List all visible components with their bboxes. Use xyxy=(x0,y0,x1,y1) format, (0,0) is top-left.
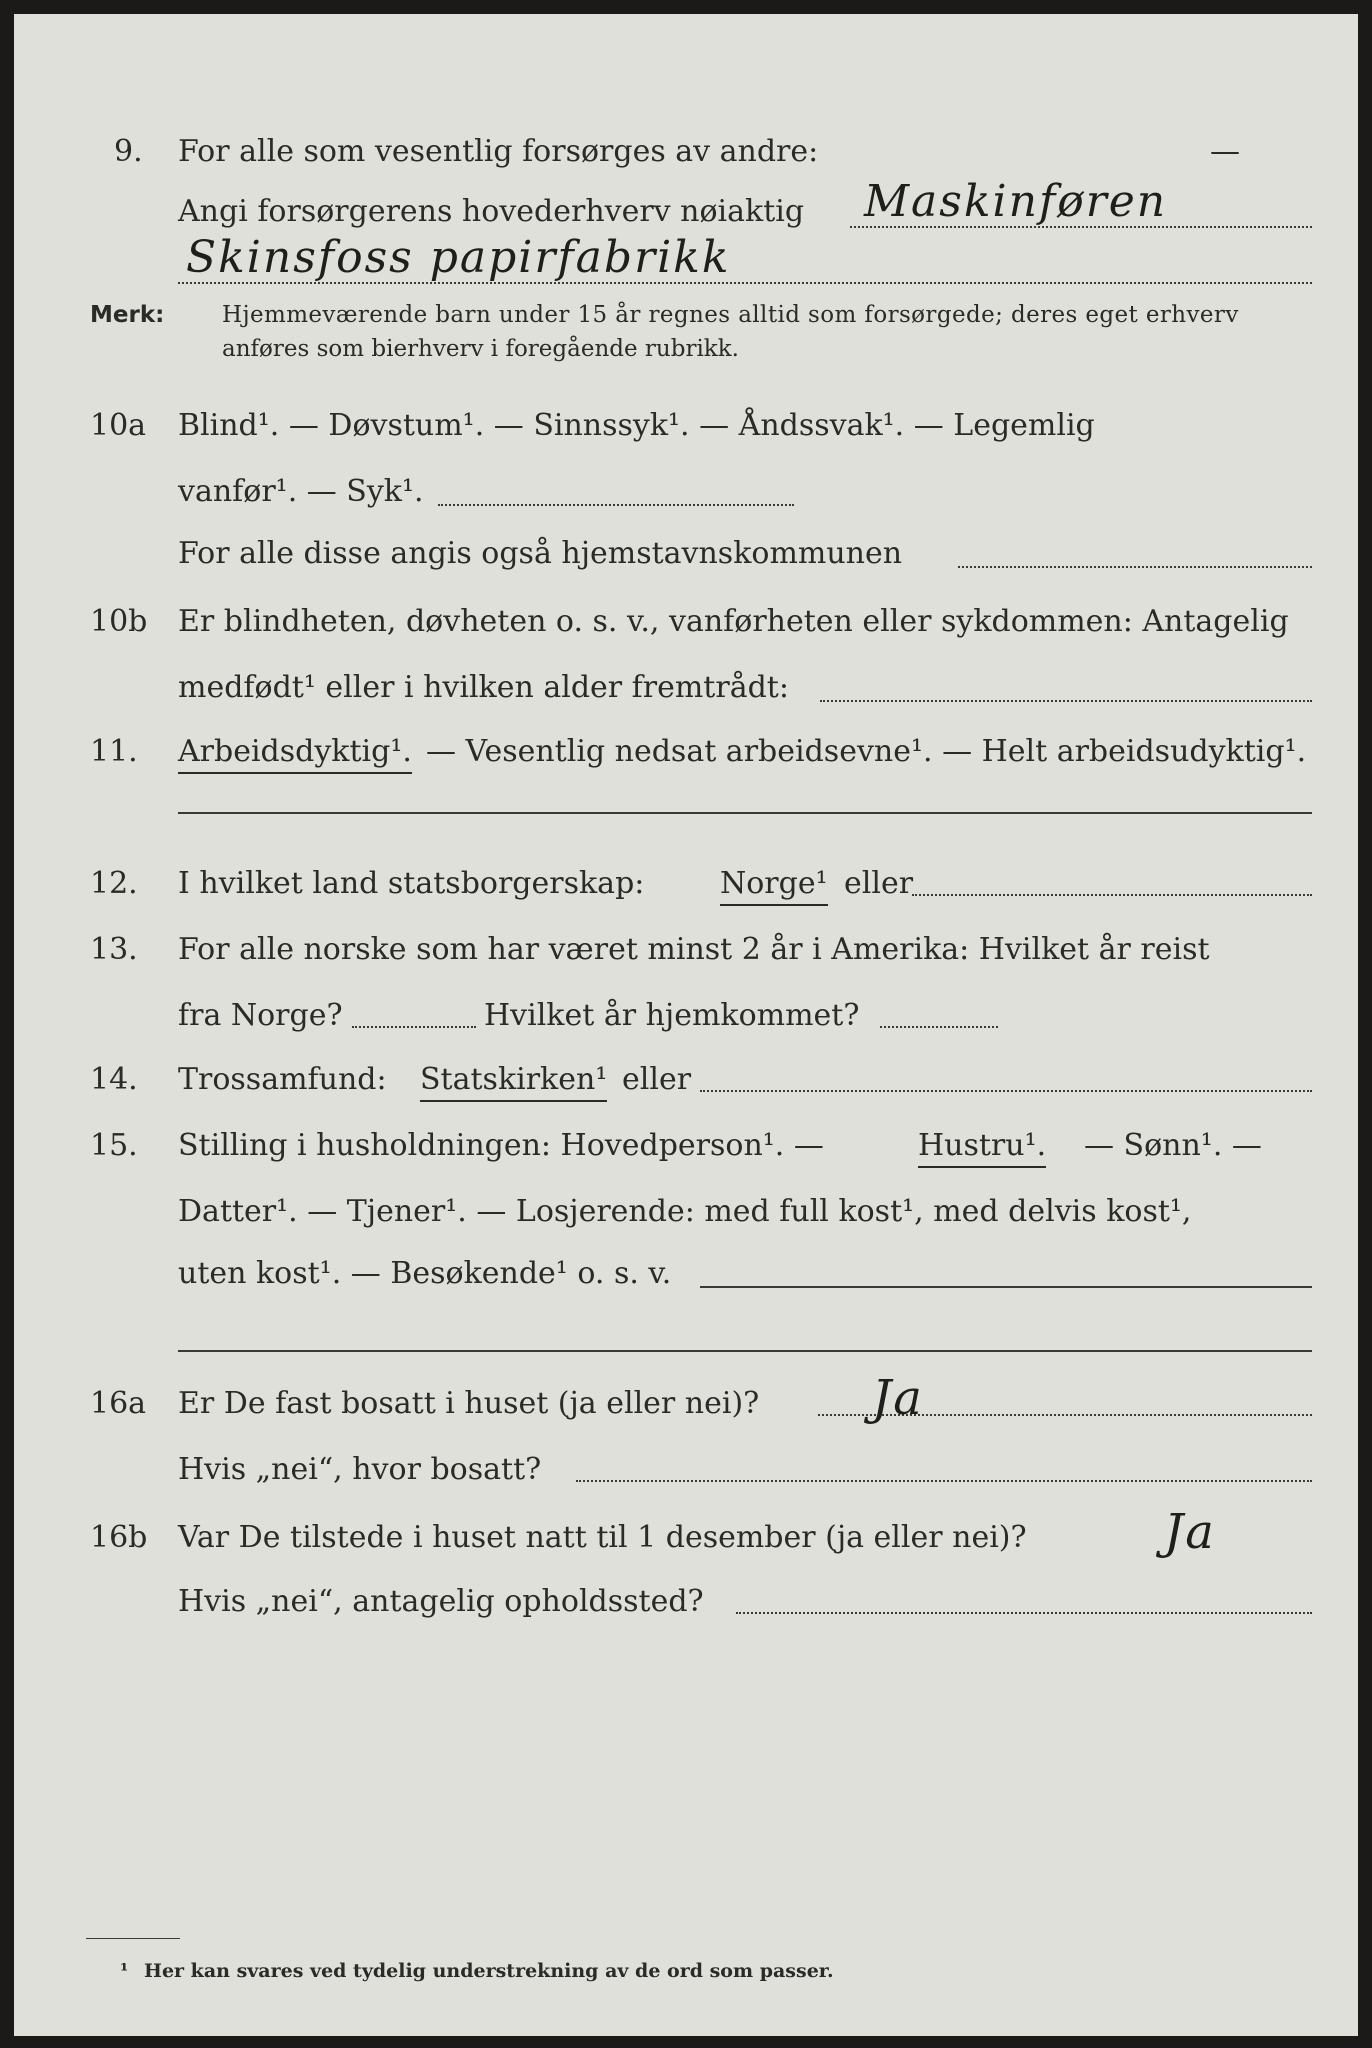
footnote-divider xyxy=(86,1938,180,1939)
q12-tail: eller xyxy=(844,866,914,901)
q15-row-2 xyxy=(14,1192,1358,1232)
q15-row-1 xyxy=(14,1126,1358,1166)
q16a-row-2 xyxy=(14,1450,1358,1490)
q10a-number: 10a xyxy=(90,408,147,443)
q13-row-1 xyxy=(14,930,1358,970)
census-form-page xyxy=(14,14,1358,2036)
q13-line2b: Hvilket år hjemkommet? xyxy=(484,998,860,1033)
q10a-line1: Blind¹. — Døvstum¹. — Sinnssyk¹. — Åndssvak¹. — Legemlig xyxy=(178,408,1095,443)
q15-line3: uten kost¹. — Besøkende¹ o. s. v. xyxy=(178,1256,672,1291)
q13-number: 13. xyxy=(90,932,138,967)
q10b-line1: Er blindheten, døvheten o. s. v., vanførheten eller sykdommen: Antagelig xyxy=(178,604,1289,639)
q16b-row-2 xyxy=(14,1582,1358,1622)
footnote-row xyxy=(14,1956,1358,1986)
q16a-line2: Hvis „nei“, hvor bosatt? xyxy=(178,1452,542,1487)
q10a-sick-answer-line[interactable] xyxy=(438,504,794,506)
q16a-row-1 xyxy=(14,1384,1358,1424)
q10a-municipality-answer-line[interactable] xyxy=(958,566,1312,568)
q15-line1b: — Sønn¹. — xyxy=(1084,1128,1262,1163)
q12-number: 12. xyxy=(90,866,138,901)
q14-text: Trossamfund: xyxy=(178,1062,387,1097)
footnote-text: Her kan svares ved tydelig understrekning av de ord som passer. xyxy=(144,1960,834,1982)
merk-line2: anføres som bierhverv i foregående rubrikk. xyxy=(222,336,739,362)
q16b-number: 16b xyxy=(90,1520,148,1555)
q16a-residence-answer-line[interactable] xyxy=(576,1480,1312,1482)
q15-option-hustru: Hustru¹. xyxy=(918,1126,1046,1168)
q12-option-norge: Norge¹ xyxy=(720,864,828,906)
q13-line2a: fra Norge? xyxy=(178,998,343,1033)
q16a-handwritten-answer: Ja xyxy=(872,1370,924,1426)
q16a-line1: Er De fast bosatt i huset (ja eller nei)? xyxy=(178,1386,760,1421)
q15-line2: Datter¹. — Tjener¹. — Losjerende: med full kost¹, med delvis kost¹, xyxy=(178,1194,1192,1229)
q14-row xyxy=(14,1060,1358,1100)
q16b-row-1 xyxy=(14,1518,1358,1558)
q9-row xyxy=(14,132,1358,172)
q13-line1: For alle norske som har været minst 2 år i Amerika: Hvilket år reist xyxy=(178,932,1210,967)
q16b-line2: Hvis „nei“, antagelig opholdssted? xyxy=(178,1584,704,1619)
q10a-row-1 xyxy=(14,406,1358,446)
q10a-line3: For alle disse angis også hjemstavnskommunen xyxy=(178,536,903,571)
q16b-handwritten-answer: Ja xyxy=(1164,1504,1216,1560)
q12-text: I hvilket land statsborgerskap: xyxy=(178,866,645,901)
q13-left-year-line[interactable] xyxy=(352,1026,476,1028)
q11-answer-line[interactable] xyxy=(178,812,1312,814)
q11-number: 11. xyxy=(90,734,138,769)
q10b-answer-line[interactable] xyxy=(820,700,1312,702)
q12-answer-line[interactable] xyxy=(912,894,1312,896)
q9-line2-text: Angi forsørgerens hovederhverv nøiaktig xyxy=(178,194,805,229)
q15-answer-line-2[interactable] xyxy=(178,1350,1312,1352)
q10b-number: 10b xyxy=(90,604,148,639)
footnote-mark: ¹ xyxy=(120,1960,129,1982)
q14-tail: eller xyxy=(622,1062,692,1097)
q9-dash: — xyxy=(1210,134,1240,169)
q16b-line1: Var De tilstede i huset natt til 1 desember (ja eller nei)? xyxy=(178,1520,1027,1555)
q14-option-statskirken: Statskirken¹ xyxy=(420,1060,607,1102)
q9-number: 9. xyxy=(114,134,143,169)
merk-label: Merk: xyxy=(90,302,165,328)
q14-answer-line[interactable] xyxy=(700,1090,1312,1092)
q11-row xyxy=(14,732,1358,772)
q15-answer-line-1[interactable] xyxy=(700,1286,1312,1288)
merk-row-2 xyxy=(14,334,1358,374)
q10a-row-3 xyxy=(14,534,1358,574)
q10b-row-1 xyxy=(14,602,1358,642)
merk-line1: Hjemmeværende barn under 15 år regnes alltid som forsørgede; deres eget erhverv xyxy=(222,302,1239,328)
q9-text: For alle som vesentlig forsørges av andre: xyxy=(178,134,819,169)
q15-row-3 xyxy=(14,1254,1358,1294)
q10b-row-2 xyxy=(14,668,1358,708)
q10b-line2: medfødt¹ eller i hvilken alder fremtrådt: xyxy=(178,670,789,705)
q12-row xyxy=(14,864,1358,904)
q14-number: 14. xyxy=(90,1062,138,1097)
q11-option-able: Arbeidsdyktig¹. xyxy=(178,732,412,774)
q16a-number: 16a xyxy=(90,1386,147,1421)
q9-handwritten-answer-1: Maskinføren xyxy=(864,176,1168,227)
q13-row-2 xyxy=(14,996,1358,1036)
q13-returned-year-line[interactable] xyxy=(880,1026,998,1028)
q15-line1a: Stilling i husholdningen: Hovedperson¹. — xyxy=(178,1128,824,1163)
q15-number: 15. xyxy=(90,1128,138,1163)
q11-rest: — Vesentlig nedsat arbeidsevne¹. — Helt arbeidsudyktig¹. xyxy=(426,734,1307,769)
q10a-row-2 xyxy=(14,472,1358,512)
q16b-location-answer-line[interactable] xyxy=(736,1612,1312,1614)
q9-handwritten-answer-2: Skinsfoss papirfabrikk xyxy=(186,232,731,283)
q10a-line2: vanfør¹. — Syk¹. xyxy=(178,474,424,509)
